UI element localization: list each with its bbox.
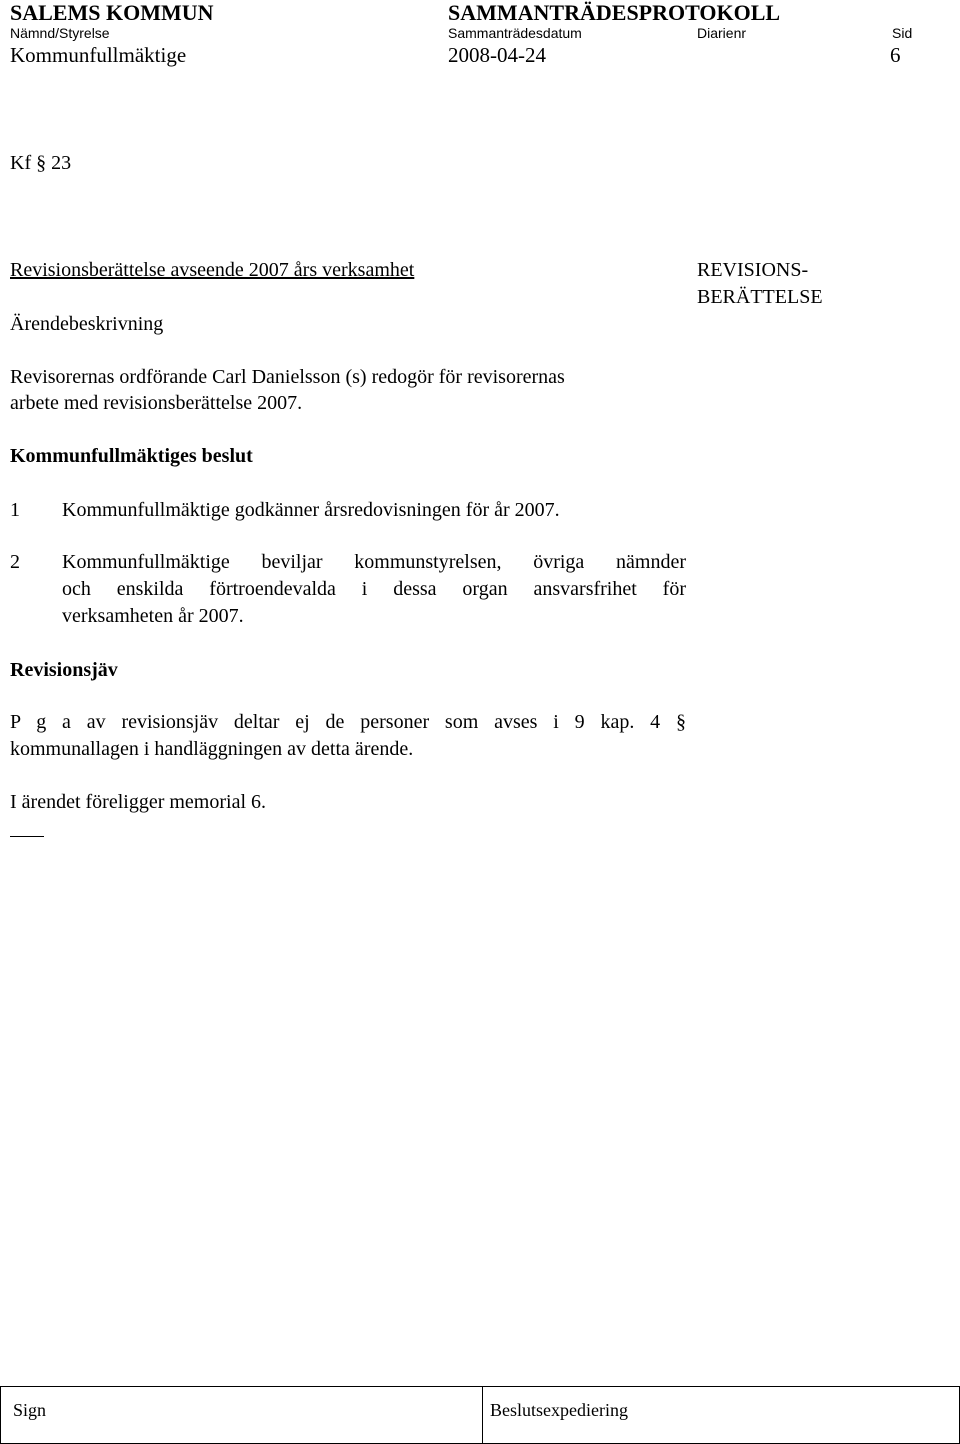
decision-text: och enskilda förtroendevalda i dessa organ ansvarsfrihet för [62, 578, 686, 600]
footer-box [0, 1386, 960, 1444]
recusal-line1: P g a av revisionsjäv deltar ej de personer som avses i 9 kap. 4 § [10, 711, 686, 733]
paragraph-number: Kf § 23 [10, 152, 72, 174]
board-name: Kommunfullmäktige [10, 43, 187, 67]
label-date: Sammanträdesdatum [448, 25, 582, 41]
org-name: SALEMS KOMMUN [10, 0, 214, 25]
doc-type: SAMMANTRÄDESPROTOKOLL [448, 0, 781, 25]
sign-label: Sign [13, 1400, 47, 1420]
label-board: Nämnd/Styrelse [10, 25, 110, 41]
decision-number: 2 [10, 551, 20, 573]
description-line1: Revisorernas ordförande Carl Danielsson (s) redogör för revisorernas [10, 366, 565, 388]
decision-number: 1 [10, 499, 20, 521]
decision-text: verksamheten år 2007. [62, 605, 244, 627]
meeting-date: 2008-04-24 [448, 43, 546, 67]
side-label-line2: BERÄTTELSE [697, 286, 823, 308]
end-rule [10, 836, 44, 837]
case-title: Revisionsberättelse avseende 2007 års verksamhet [10, 259, 415, 281]
heading-decision: Kommunfullmäktiges beslut [10, 445, 253, 467]
page-number: 6 [890, 43, 901, 67]
recusal-line2: kommunallagen i handläggningen av detta ärende. [10, 738, 414, 760]
side-label-line1: REVISIONS- [697, 259, 809, 281]
label-page: Sid [892, 25, 913, 41]
heading-description: Ärendebeskrivning [10, 313, 164, 335]
dispatch-label: Beslutsexpediering [490, 1400, 628, 1420]
decision-text: Kommunfullmäktige beviljar kommunstyrelsen, övriga nämnder [62, 551, 686, 573]
description-line2: arbete med revisionsberättelse 2007. [10, 392, 303, 414]
footer-divider [482, 1387, 483, 1443]
memorial-text: I ärendet föreligger memorial 6. [10, 791, 266, 813]
heading-recusal: Revisionsjäv [10, 659, 118, 681]
decision-text: Kommunfullmäktige godkänner årsredovisningen för år 2007. [62, 499, 560, 521]
label-diarienr: Diarienr [697, 25, 747, 41]
